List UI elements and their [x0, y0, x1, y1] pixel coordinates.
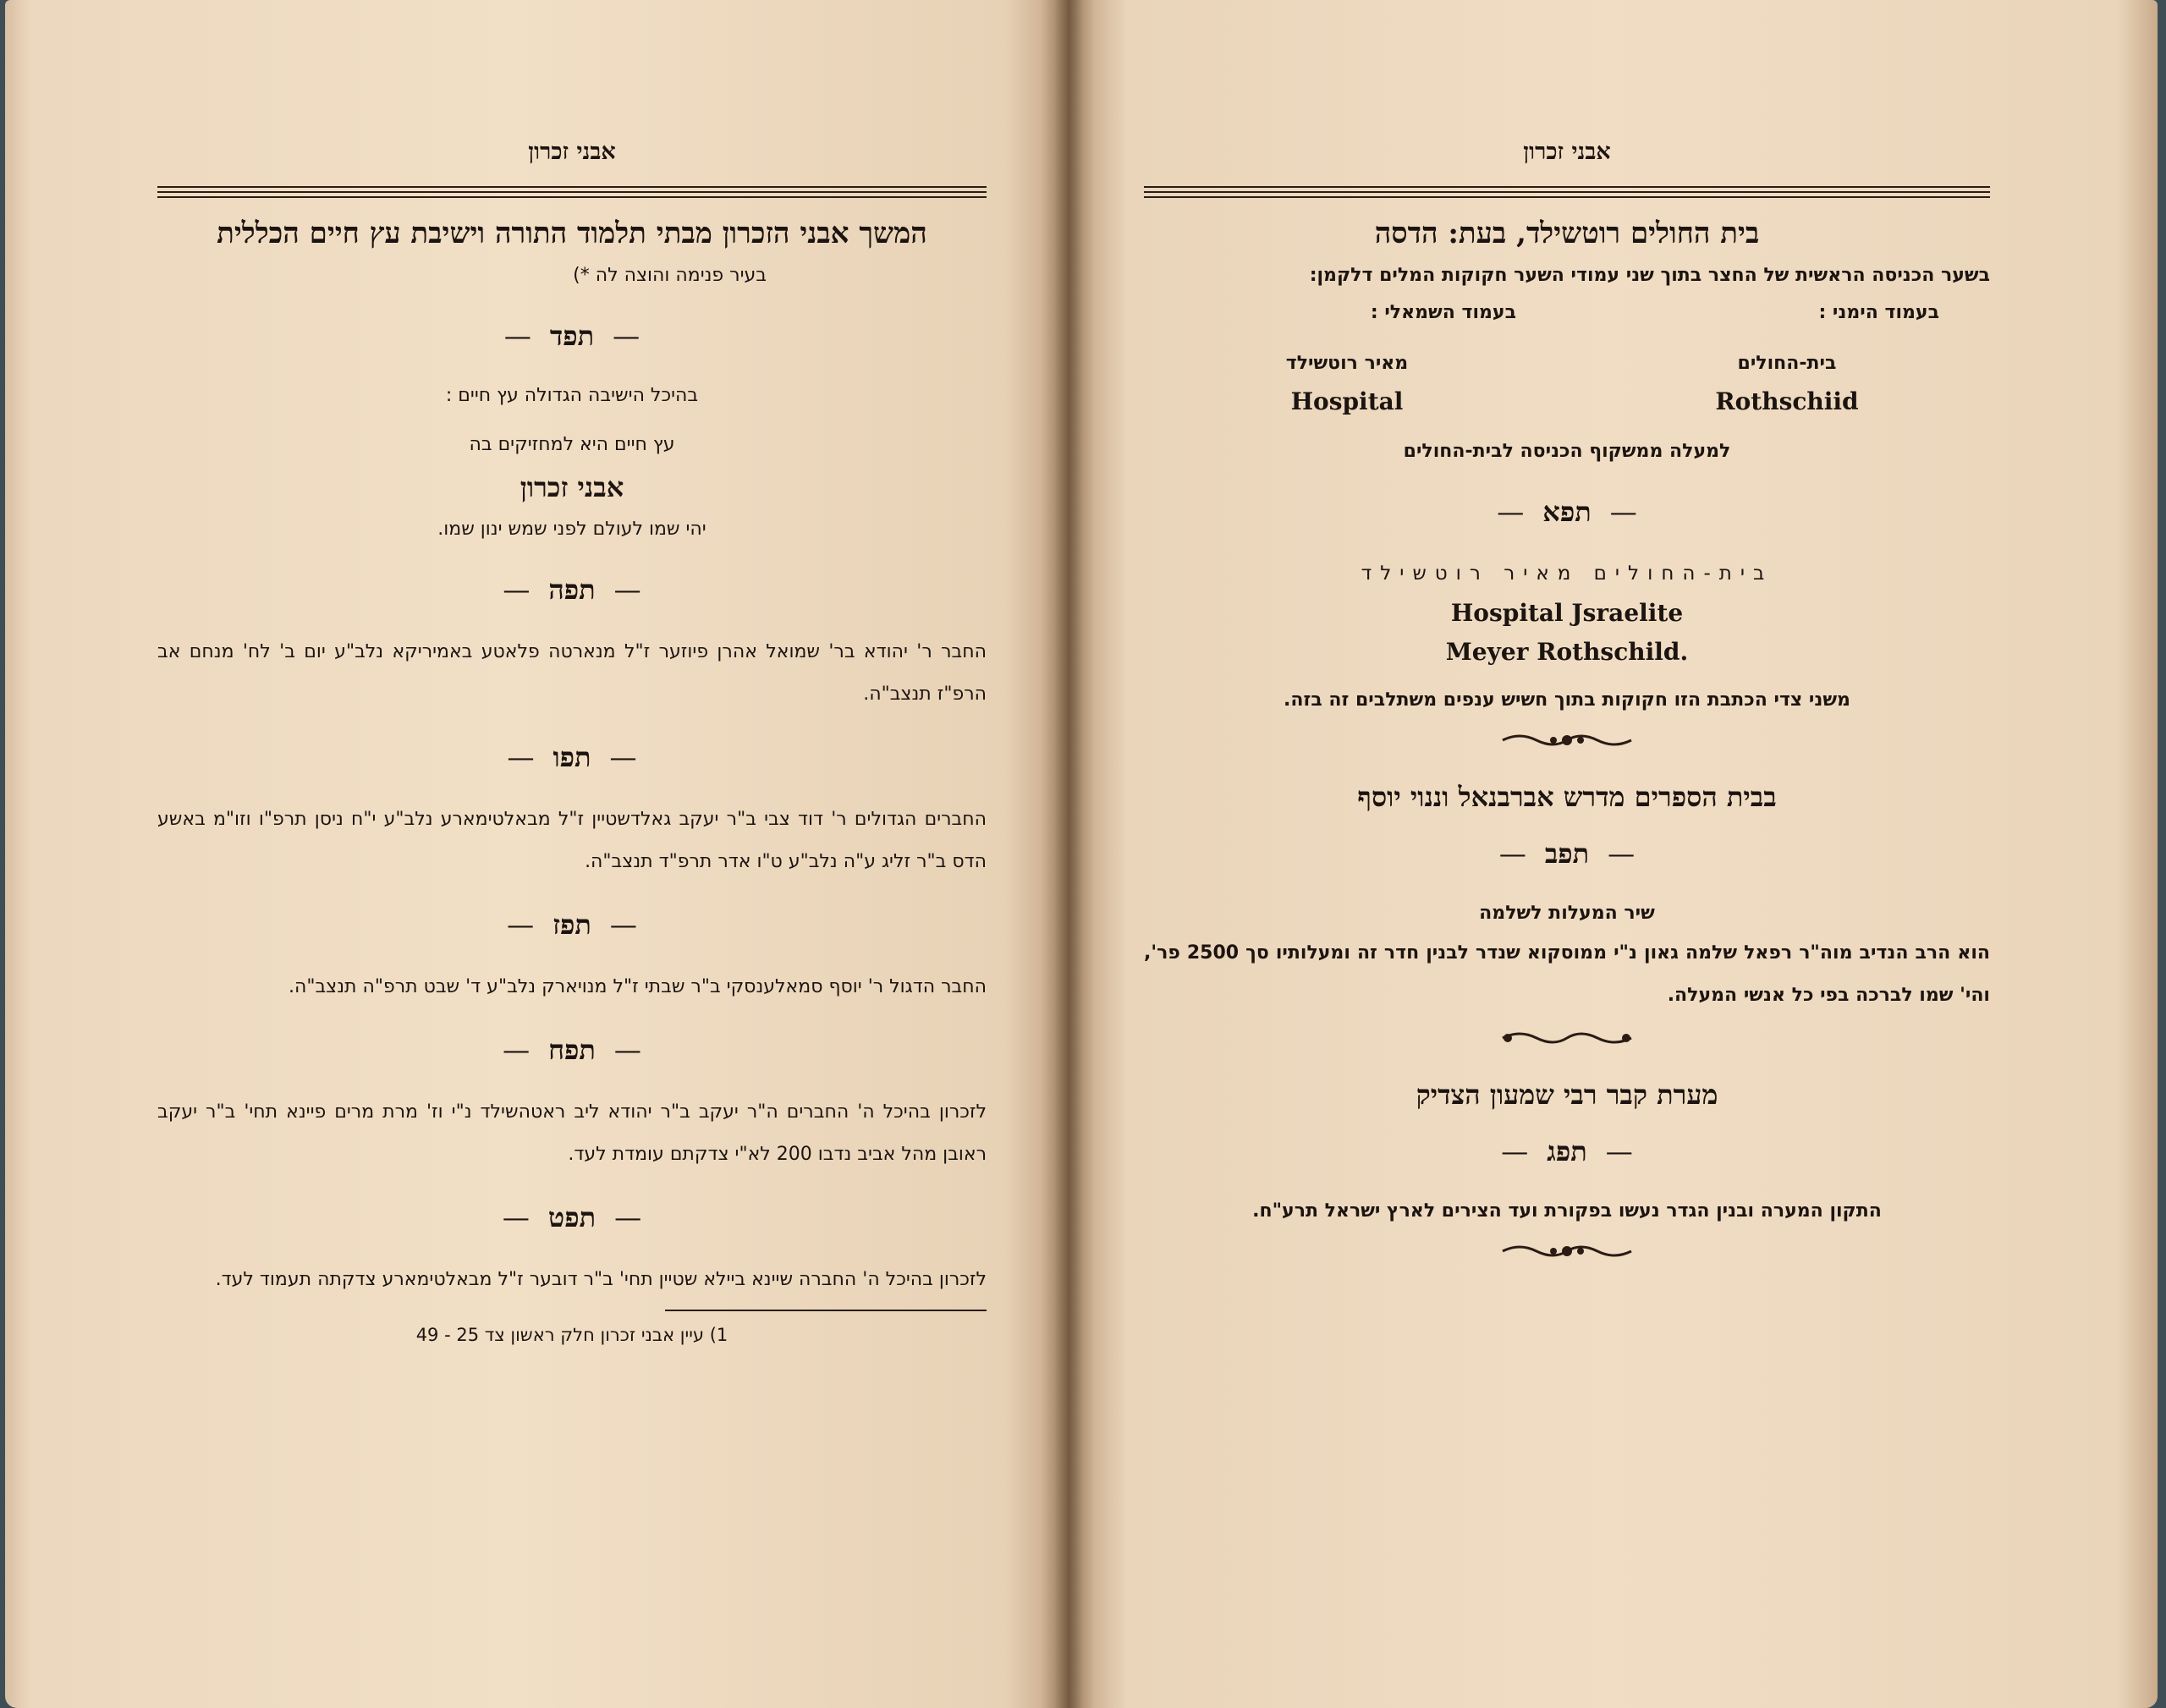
intro-text: בשער הכניסה הראשית של החצר בתוך שני עמודי השער חקוקות המלים דלקמן: [1309, 265, 1990, 286]
latin-inscription-1: Hospital Jsraelite [1450, 599, 1684, 627]
section-text: הוא הרב הנדיב מוה"ר רפאל שלמה גאון נ"י ממוסקוא שנדר לבנין חדר זה ומעלותיו סך 2500 פר', והי' שמו לברכה בפי כל אנשי המעלה. [1144, 942, 1991, 1006]
section-text: לזכרון בהיכל ה' החברה שיינא ביילא שטיין תחי' ב"ר דובער ז"ל מבאלטימארע צדקתה תעמוד לעד. [215, 1269, 987, 1290]
ornament-divider [1144, 1027, 1990, 1061]
running-head: אבני זכרון [1523, 139, 1611, 165]
section-text: לזכרון בהיכל ה' החברים ה"ר יעקב ב"ר יהודא ליב ראטהשילד נ"י וז' מרת מרים פיינא תחי' ב"ר יעקב ראובן מהל אביב נדבו 200 לא"י צדקתם עומדת לעד. [157, 1101, 987, 1165]
section-text: החבר הדגול ר' יוסף סמאלענסקי ב"ר שבתי ז"ל מנויארק נלב"ע ד' שבט תרפ"ה תנצב"ה. [288, 976, 987, 997]
section-closing: יהי שמו לעולם לפני שמש ינון שמו. [437, 519, 706, 540]
right-pillar-label: בעמוד הימני : [1818, 302, 1939, 323]
section-text: התקון המערה ובנין הגדר נעשו בפקורת ועד הצירים לארץ ישראל תרע"ח. [1252, 1200, 1882, 1222]
inscription-note: משני צדי הכתבת הזו חקוקות בתוך חשיש ענפים משתלבים זה בזה. [1284, 689, 1850, 711]
ornament-divider [1144, 729, 1990, 763]
pillar-hebrew [1144, 345, 1990, 382]
footnote: 1) עיין אבני זכרון חלק ראשון צד 25 - 49 [415, 1325, 728, 1345]
left-page-content [157, 135, 987, 1352]
section-number: —תפו— [507, 741, 637, 773]
section-number: —תפח— [503, 1034, 641, 1066]
latin-inscription-2: Meyer Rothschild. [1445, 638, 1689, 666]
left-page [5, 0, 1068, 1708]
section-line: בהיכל הישיבה הגדולה עץ חיים : [445, 385, 699, 406]
right-pillar-latin: Rothschiid [1715, 387, 1859, 415]
pillar-labels [1144, 294, 1990, 332]
section-big-text: אבני זכרון [520, 471, 624, 503]
library-title: בבית הספרים מדרש אברבנאל וננוי יוסף [1357, 781, 1777, 813]
running-head: אבני זכרון [528, 139, 616, 165]
section-number: —תפה— [503, 574, 641, 606]
flourish-icon [1499, 730, 1635, 750]
section-number: —תפא— [1497, 496, 1637, 528]
footnote-rule [665, 1310, 987, 1311]
section-number: —תפז— [507, 909, 637, 941]
flourish-icon [1499, 1028, 1635, 1048]
cave-title: מערת קבר רבי שמעון הצדיק [1416, 1079, 1718, 1111]
header-rule-thin [157, 196, 987, 198]
section-number: —תפב— [1498, 838, 1635, 870]
section-text: החבר ר' יהודא בר' שמואל אהרן פיוזער ז"ל מנארטה פלאטע באמיריקא נלב"ע יום ב' לח' מנחם אב הרפ"ז תנצב"ה. [157, 641, 987, 705]
flourish-icon [1499, 1241, 1635, 1261]
section-number: —תפג— [1501, 1135, 1633, 1167]
right-page [1068, 0, 2158, 1708]
spaced-inscription: בית-החולים מאיר רוטשילד [1361, 563, 1773, 585]
left-pillar-label: בעמוד השמאלי : [1370, 302, 1516, 323]
page-title: המשך אבני הזכרון מבתי תלמוד התורה וישיבת עץ חיים הכללית [217, 217, 927, 250]
right-pillar-hebrew: בית-החולים [1737, 353, 1837, 374]
pillar-latin [1144, 382, 1990, 421]
section-line: עץ חיים היא למחזיקים בה [469, 434, 675, 455]
header-rule [1144, 186, 1990, 193]
header-rule [157, 186, 987, 193]
left-pillar-hebrew: מאיר רוטשילד [1285, 353, 1409, 374]
section-heading: שיר המעלות לשלמה [1479, 903, 1655, 924]
above-entrance-text: למעלה ממשקוף הכניסה לבית-החולים [1403, 441, 1731, 462]
section-number: —תפד— [503, 320, 640, 352]
section-text: החברים הגדולים ר' דוד צבי ב"ר יעקב גאלדשטיין ז"ל מבאלטימארע נלב"ע י"ח ניסן תרפ"ו וזו"מ באשע הדס ב"ר זליג ע"ה נלב"ע ט"ו אדר תרפ"ד תנצב"ה. [157, 809, 987, 872]
left-pillar-latin: Hospital [1290, 387, 1404, 415]
page-subtitle: בעיר פנימה והוצה לה *) [573, 265, 767, 286]
section-number: —תפט— [502, 1201, 642, 1233]
header-rule-thin [1144, 196, 1990, 198]
ornament-divider [1144, 1240, 1990, 1274]
page-title: בית החולים רוטשילד, בעת: הדסה [1374, 217, 1760, 250]
right-page-content [1144, 135, 1990, 1284]
